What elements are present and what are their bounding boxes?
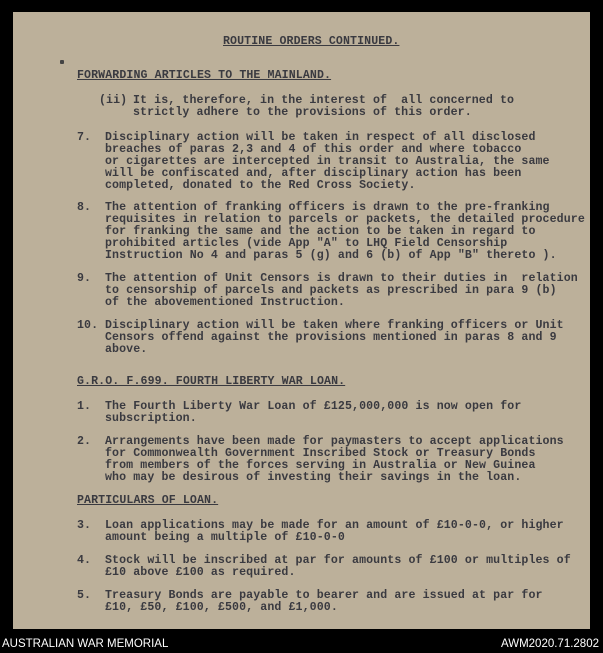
item-line: for Commonwealth Government Inscribed Stock or Treasury Bonds (105, 447, 536, 460)
item-line: £10 above £100 as required. (105, 566, 296, 579)
section-title-particulars: PARTICULARS OF LOAN. (77, 494, 219, 507)
item-number: 5. (77, 589, 92, 602)
footer-institution: AUSTRALIAN WAR MEMORIAL (2, 638, 169, 650)
item-line: strictly adhere to the provisions of this order. (133, 106, 472, 119)
item-line: The Fourth Liberty War Loan of £125,000,000 is now open for (105, 400, 522, 413)
item-number: 4. (77, 554, 92, 567)
item-line: above. (105, 343, 148, 356)
item-line: amount being a multiple of £10-0-0 (105, 531, 345, 544)
item-number: 7. (77, 131, 92, 144)
section-title-liberty-loan: G.R.O. F.699. FOURTH LIBERTY WAR LOAN. (77, 375, 346, 388)
item-number: (ii) (99, 94, 128, 107)
page-header: ROUTINE ORDERS CONTINUED. (223, 35, 400, 48)
item-line: Disciplinary action will be taken where franking officers or Unit (105, 319, 564, 332)
item-line: The attention of franking officers is drawn to the pre-franking (105, 201, 550, 214)
item-line: or cigarettes are intercepted in transit to Australia, the same (105, 155, 550, 168)
item-line: will be confiscated and, after disciplinary action has been (105, 167, 522, 180)
item-line: Disciplinary action will be taken in respect of all disclosed (105, 131, 536, 144)
item-line: Arrangements have been made for paymasters to accept applications (105, 435, 564, 448)
item-line: who may be desirous of investing their savings in the loan. (105, 471, 522, 484)
item-number: 3. (77, 519, 92, 532)
item-line: breaches of paras 2,3 and 4 of this order and where tobacco (105, 143, 522, 156)
item-line: It is, therefore, in the interest of all concerned to (133, 94, 515, 107)
item-line: to censorship of parcels and packets as prescribed in para 9 (b) (105, 284, 557, 297)
item-number: 10. (77, 319, 99, 332)
item-line: completed, donated to the Red Cross Society. (105, 179, 416, 192)
item-line: subscription. (105, 412, 197, 425)
item-line: Treasury Bonds are payable to bearer and are issued at par for (105, 589, 543, 602)
item-line: Stock will be inscribed at par for amounts of £100 or multiples of (105, 554, 571, 567)
item-number: 1. (77, 400, 92, 413)
item-line: £10, £50, £100, £500, and £1,000. (105, 601, 338, 614)
item-line: requisites in relation to parcels or packets, the detailed procedure (105, 213, 585, 226)
item-number: 2. (77, 435, 92, 448)
item-line: prohibited articles (vide App "A" to LHQ Field Censorship (105, 237, 508, 250)
section-title-forwarding: FORWARDING ARTICLES TO THE MAINLAND. (77, 69, 332, 82)
item-line: for franking the same and the action to be taken in regard to (105, 225, 536, 238)
footer-accession-number: AWM2020.71.2802 (500, 638, 599, 650)
ink-mark (60, 60, 64, 64)
item-number: 8. (77, 201, 92, 214)
document-page (13, 12, 590, 629)
item-line: Loan applications may be made for an amount of £10-0-0, or higher (105, 519, 564, 532)
item-line: of the abovementioned Instruction. (105, 296, 345, 309)
item-line: from members of the forces serving in Australia or New Guinea (105, 459, 536, 472)
item-line: Instruction No 4 and paras 5 (g) and 6 (b) of App "B" thereto ). (105, 249, 557, 262)
item-line: The attention of Unit Censors is drawn to their duties in relation (105, 272, 578, 285)
item-number: 9. (77, 272, 92, 285)
item-line: Censors offend against the provisions mentioned in paras 8 and 9 (105, 331, 557, 344)
